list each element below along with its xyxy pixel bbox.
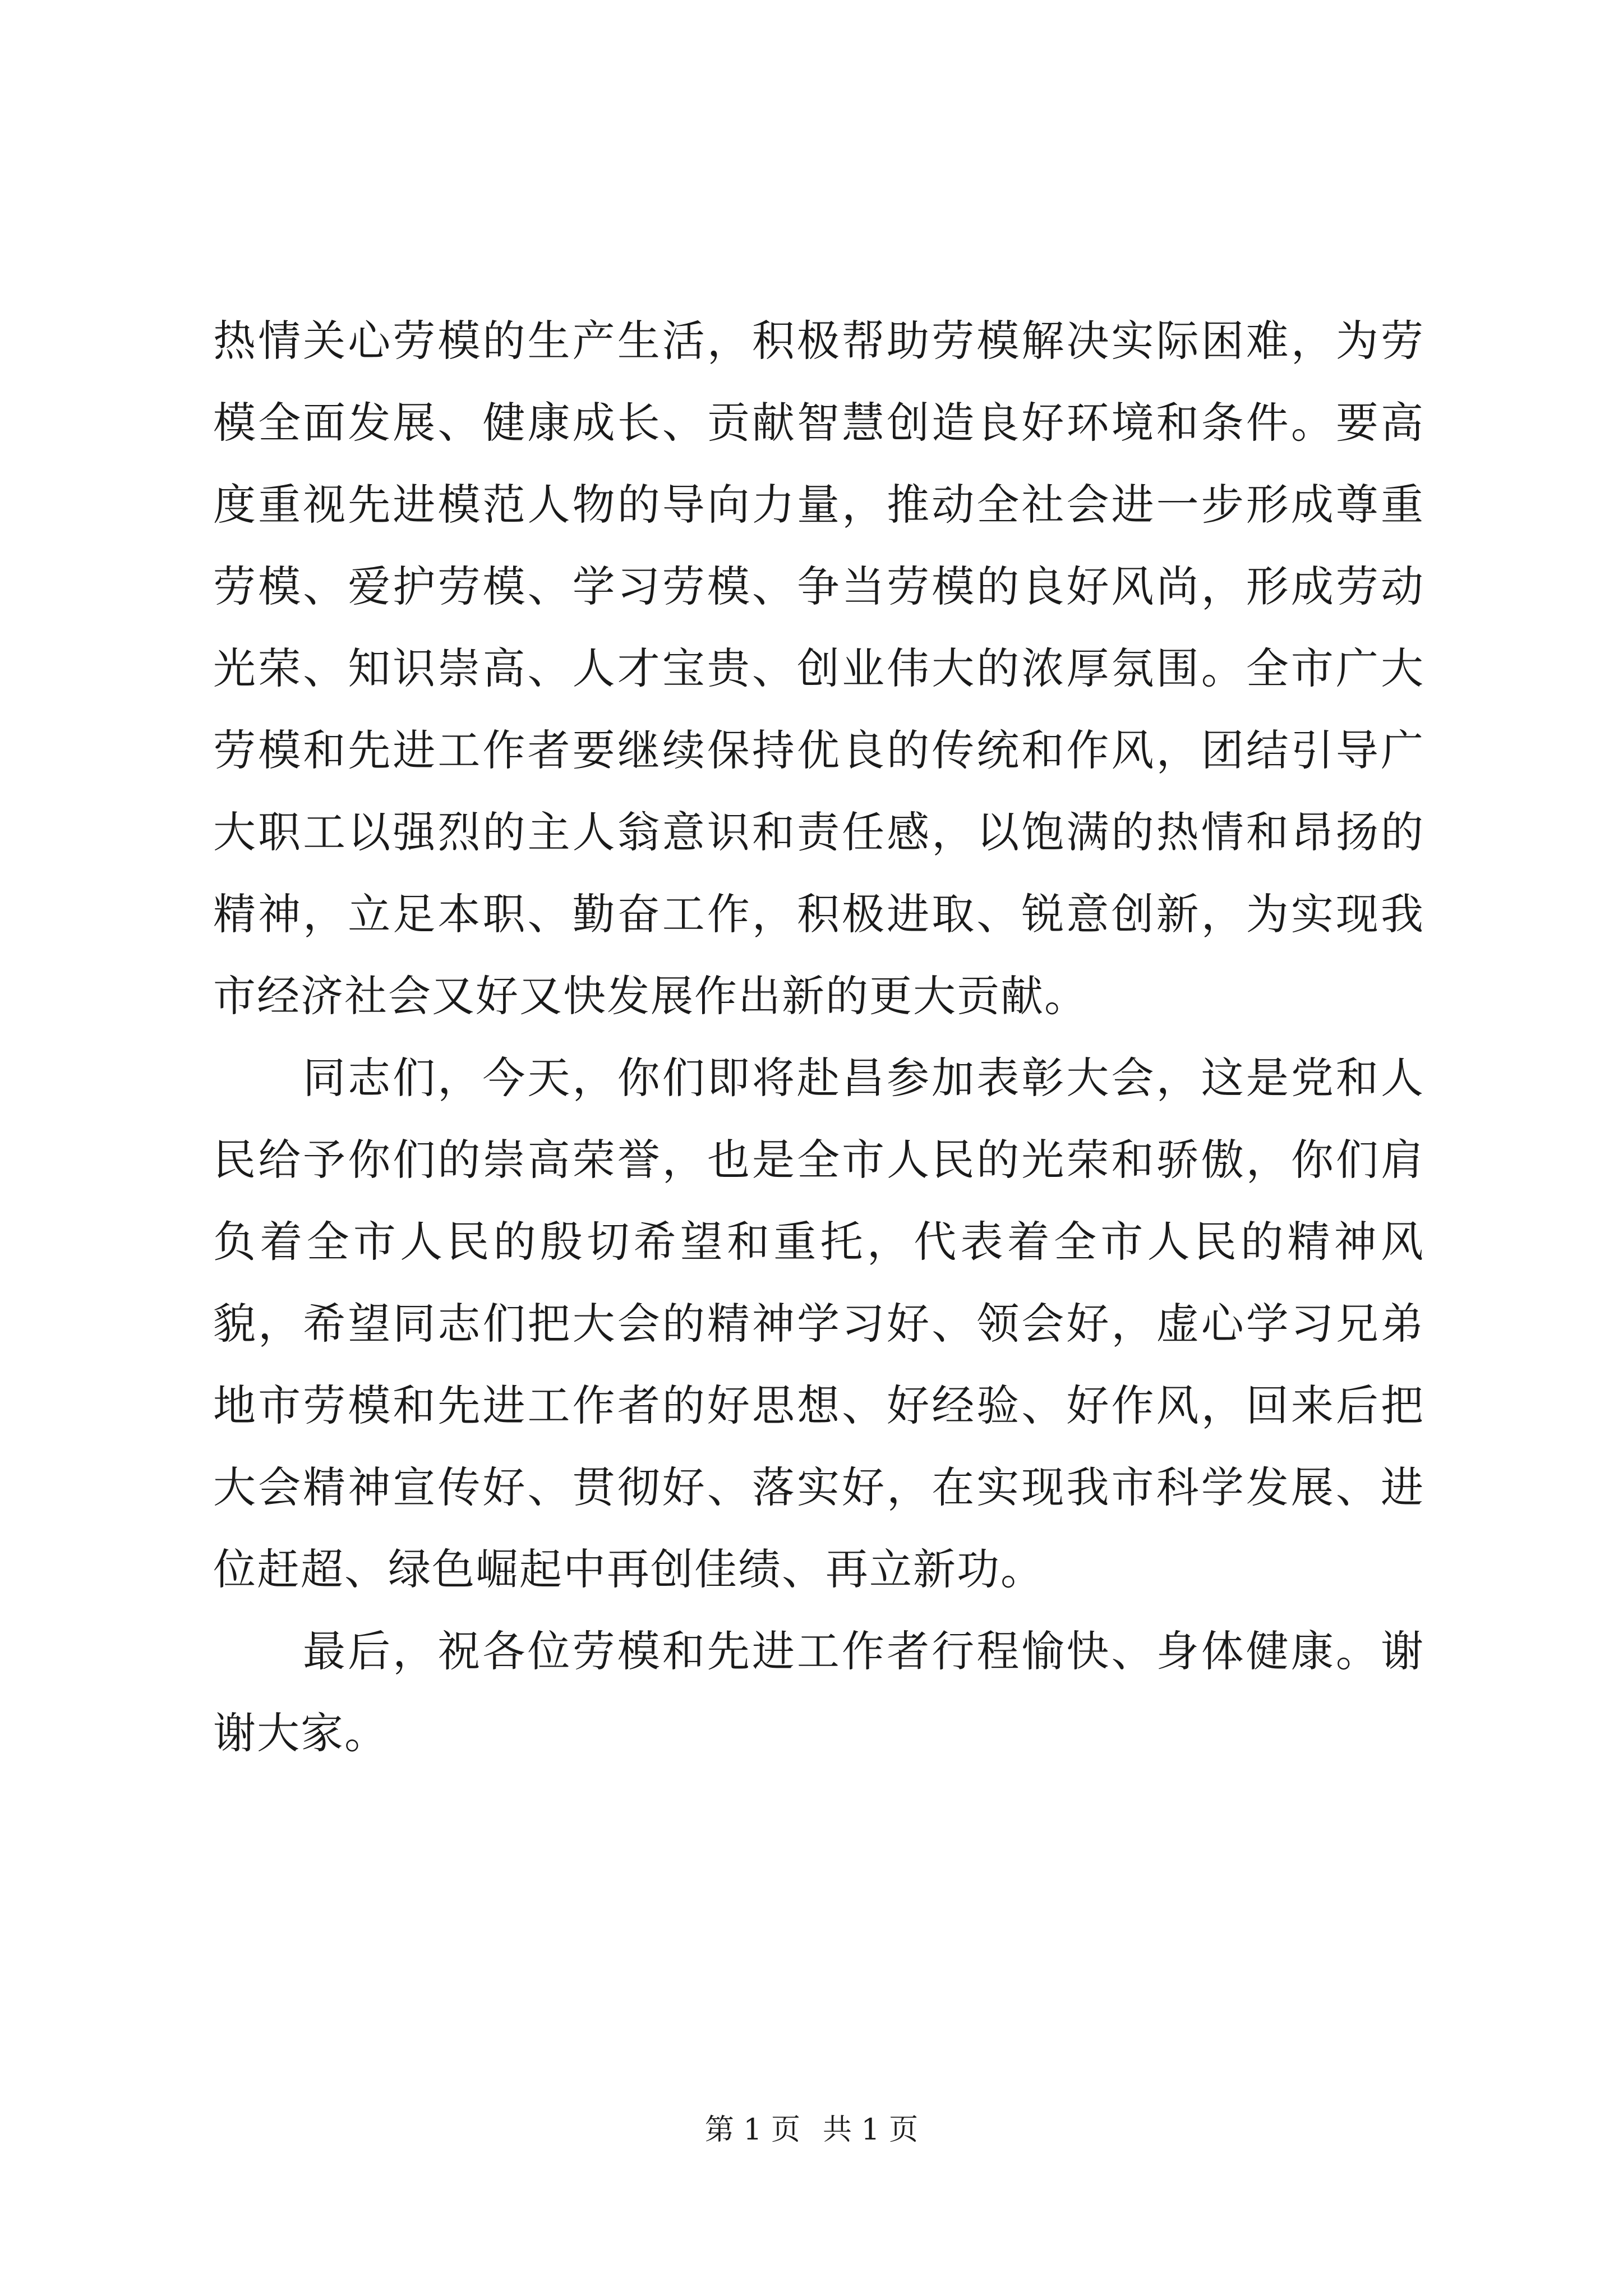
paragraph-continuation: 热情关心劳模的生产生活，积极帮助劳模解决实际困难，为劳模全面发展、健康成长、贡献智慧创造良好环境和条件。要高度重视先进模范人物的导向力量，推动全社会进一步形成尊重劳模、爱护劳模、学习劳模、争当劳模的良好风尚，形成劳动光荣、知识崇高、人才宝贵、创业伟大的浓厚氛围。全市广大劳模和先进工作者要继续保持优良的传统和作风，团结引导广大职工以强烈的主人翁意识和责任感，以饱满的热情和昂扬的精神，立足本职、勤奋工作，积极进取、锐意创新，为实现我市经济社会又好又快发展作出新的更大贡献。 xyxy=(213,316,1424,1021)
document-body xyxy=(213,300,1424,1774)
paragraph-closing: 最后，祝各位劳模和先进工作者行程愉快、身体健康。谢谢大家。 xyxy=(213,1626,1424,1758)
page-footer xyxy=(0,2110,1623,2150)
paragraph-comrades: 同志们，今天，你们即将赴昌参加表彰大会，这是党和人民给予你们的崇高荣誉，也是全市人民的光荣和骄傲，你们肩负着全市人民的殷切希望和重托，代表着全市人民的精神风貌，希望同志们把大会的精神学习好、领会好，虚心学习兄弟地市劳模和先进工作者的好思想、好经验、好作风，回来后把大会精神宣传好、贯彻好、落实好，在实现我市科学发展、进位赶超、绿色崛起中再创佳绩、再立新功。 xyxy=(213,1053,1424,1594)
page-number-current: 第 1 页 xyxy=(704,2113,800,2147)
page-number-total: 共 1 页 xyxy=(823,2113,919,2147)
